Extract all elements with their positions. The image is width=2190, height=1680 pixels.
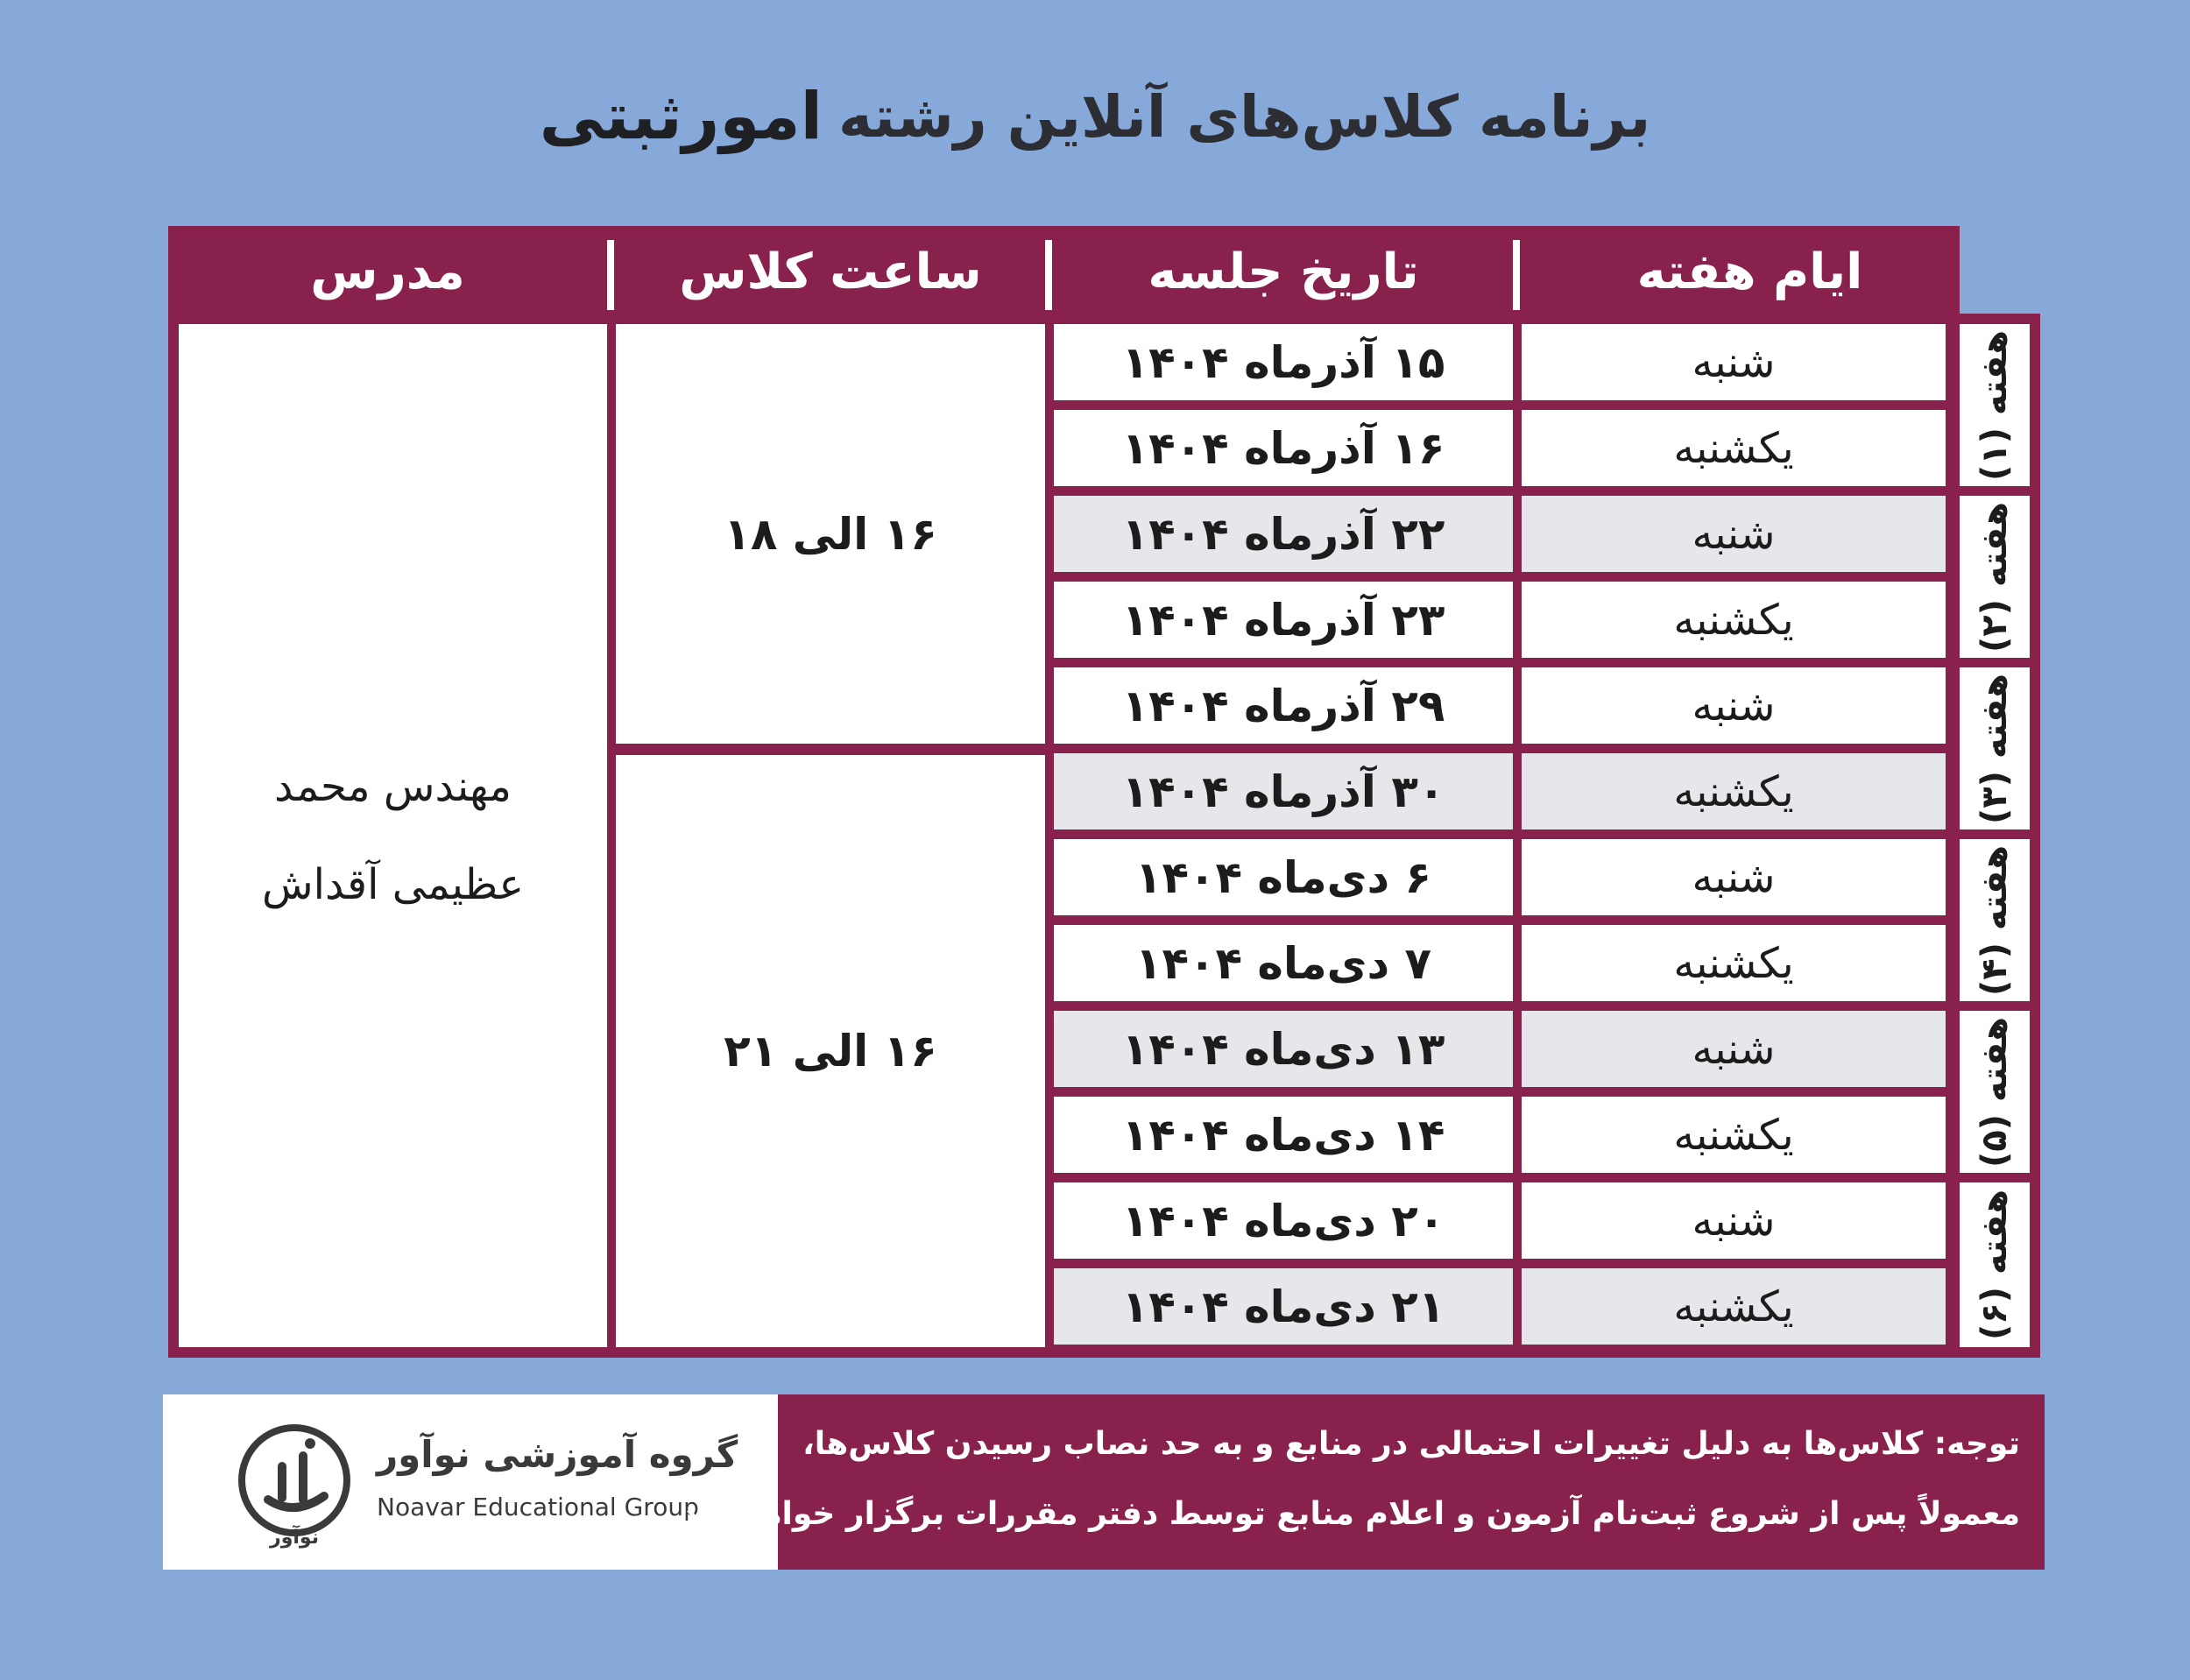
date-cell: ۷ دی‌ماه ۱۴۰۴	[1054, 925, 1513, 1001]
day-cell: شنبه	[1522, 1011, 1946, 1087]
week-label: هفته (۲)	[1960, 496, 2030, 658]
day-cell: شنبه	[1522, 839, 1946, 915]
week-label: هفته (۶)	[1960, 1182, 2030, 1347]
header-divider	[607, 240, 614, 310]
day-cell: یکشنبه	[1522, 753, 1946, 829]
header-teacher: مدرس	[310, 243, 465, 300]
brand-name-fa: گروه آموزشی نوآور	[377, 1433, 738, 1476]
page-title	[0, 68, 2190, 165]
day-cell: شنبه	[1522, 324, 1946, 400]
notice-line-1: توجه: کلاس‌ها به دلیل تغییرات احتمالی در منابع و به حد نصاب رسیدن کلاس‌ها،	[802, 1426, 2020, 1462]
day-cell: یکشنبه	[1522, 582, 1946, 658]
date-cell: ۱۵ آذرماه ۱۴۰۴	[1054, 324, 1513, 400]
brand-name-en: Noavar Educational Group	[377, 1493, 699, 1521]
time-block: ۱۶ الی ۱۸	[616, 324, 1045, 744]
date-cell: ۱۳ دی‌ماه ۱۴۰۴	[1054, 1011, 1513, 1087]
date-cell: ۲۹ آذرماه ۱۴۰۴	[1054, 667, 1513, 744]
date-cell: ۳۰ آذرماه ۱۴۰۴	[1054, 753, 1513, 829]
notice-box	[669, 1394, 2045, 1570]
header-divider	[1045, 240, 1052, 310]
teacher-cell	[179, 324, 607, 1347]
page-title-main: برنامه کلاس‌های آنلاین رشته	[837, 82, 1651, 151]
date-cell: ۲۱ دی‌ماه ۱۴۰۴	[1054, 1268, 1513, 1345]
table-header	[168, 226, 1960, 317]
day-cell: شنبه	[1522, 1182, 1946, 1259]
week-label: هفته (۳)	[1960, 667, 2030, 829]
page-title-highlight: امورثبتی	[539, 79, 823, 154]
day-cell: یکشنبه	[1522, 925, 1946, 1001]
date-cell: ۱۴ دی‌ماه ۱۴۰۴	[1054, 1097, 1513, 1173]
date-cell: ۲۲ آذرماه ۱۴۰۴	[1054, 496, 1513, 572]
header-time: ساعت کلاس	[679, 243, 982, 300]
notice-line-2: معمولاً پس از شروع ثبت‌نام آزمون و اعلام منابع توسط دفتر مقررات برگزار خواهد شد.	[669, 1496, 2020, 1532]
date-cell: ۱۶ آذرماه ۱۴۰۴	[1054, 410, 1513, 486]
time-block: ۱۶ الی ۲۱	[616, 755, 1045, 1347]
date-cell: ۲۳ آذرماه ۱۴۰۴	[1054, 582, 1513, 658]
header-divider	[1513, 240, 1520, 310]
brand-box	[163, 1394, 778, 1570]
day-cell: شنبه	[1522, 667, 1946, 744]
day-cell: یکشنبه	[1522, 1268, 1946, 1345]
teacher-name-line2: عظیمی آقداش	[262, 860, 524, 909]
teacher-name-line1: مهندس محمد	[274, 762, 512, 811]
day-cell: یکشنبه	[1522, 410, 1946, 486]
week-label: هفته (۴)	[1960, 839, 2030, 1001]
date-cell: ۲۰ دی‌ماه ۱۴۰۴	[1054, 1182, 1513, 1259]
day-cell: یکشنبه	[1522, 1097, 1946, 1173]
header-date: تاریخ جلسه	[1148, 243, 1419, 300]
date-cell: ۶ دی‌ماه ۱۴۰۴	[1054, 839, 1513, 915]
header-days: ایام هفته	[1636, 243, 1863, 300]
week-label: هفته (۵)	[1960, 1011, 2030, 1173]
day-cell: شنبه	[1522, 496, 1946, 572]
noavar-logo-icon	[233, 1412, 356, 1552]
week-label: هفته (۱)	[1960, 324, 2030, 486]
logo-mark-text: نوآور	[270, 1527, 319, 1549]
schedule-table	[168, 314, 2040, 1358]
